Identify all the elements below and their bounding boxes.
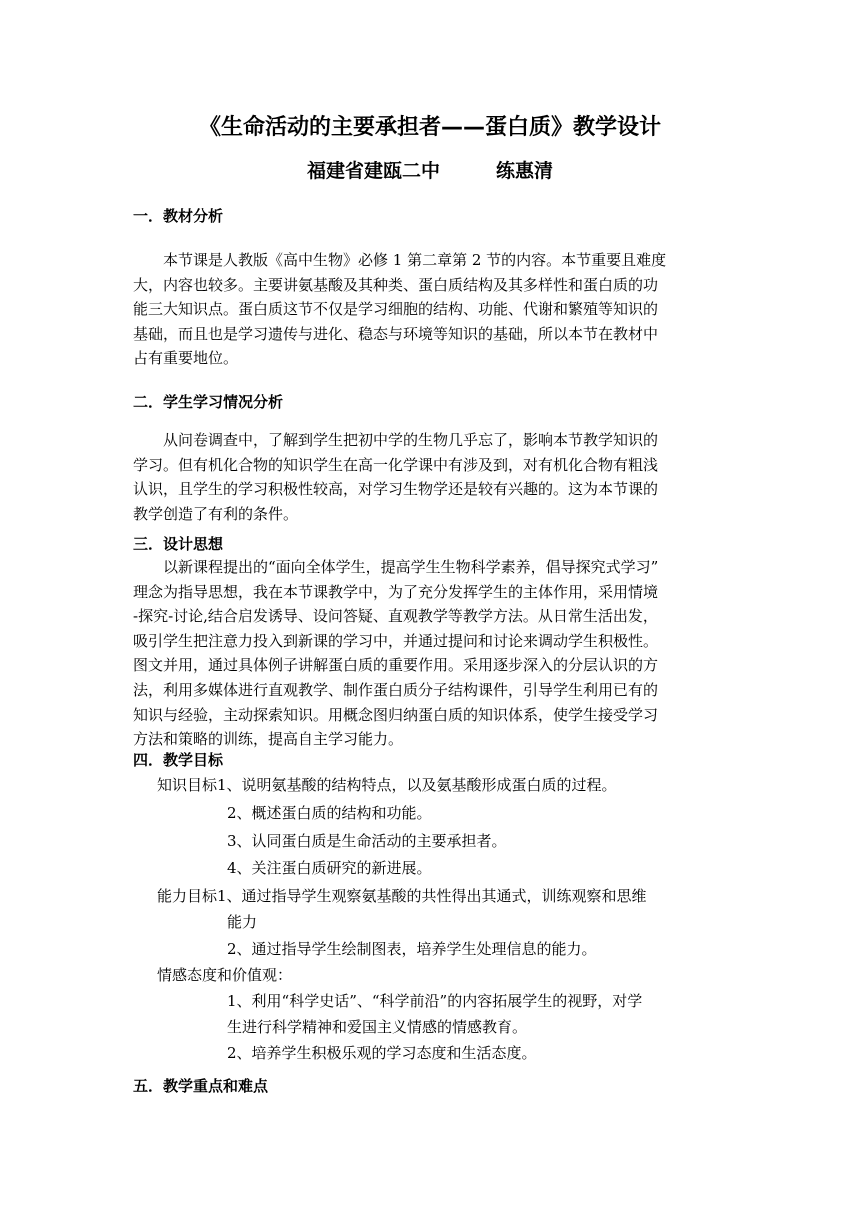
section-1-paragraph bbox=[133, 248, 733, 371]
ability-goal-item-continued: 能力 bbox=[227, 913, 258, 931]
paragraph-line: 知识与经验，主动探索知识。用概念图归纳蛋白质的知识体系，使学生接受学习 bbox=[133, 705, 659, 724]
knowledge-goal-item: 2、概述蛋白质的结构和功能。 bbox=[227, 804, 432, 822]
knowledge-goal-item: 3、认同蛋白质是生命活动的主要承担者。 bbox=[227, 832, 507, 850]
paragraph-line: 方法和策略的训练，提高自主学习能力。 bbox=[133, 730, 404, 749]
paragraph-line: 从问卷调查中，了解到学生把初中学的生物几乎忘了，影响本节教学知识的 bbox=[133, 431, 659, 449]
paragraph-line: 图文并用，通过具体例子讲解蛋白质的重要作用。采用逐步深入的分层认识的方 bbox=[133, 656, 659, 675]
emotion-goal-item: 2、培养学生积极乐观的学习态度和生活态度。 bbox=[227, 1044, 537, 1062]
author-line bbox=[0, 156, 860, 186]
author-school: 福建省建瓯二中 bbox=[306, 160, 440, 182]
section-2-paragraph bbox=[133, 428, 733, 526]
paragraph-line: 能三大知识点。蛋白质这节不仅是学习细胞的结构、功能、代谢和繁殖等知识的 bbox=[133, 300, 659, 319]
paragraph-line: 占有重要地位。 bbox=[133, 349, 239, 368]
paragraph-line: 法，利用多媒体进行直观教学、制作蛋白质分子结构课件，引导学生利用已有的 bbox=[133, 680, 659, 699]
paragraph-line: 本节课是人教版《高中生物》必修 1 第二章第 2 节的内容。本节重要且难度 bbox=[133, 251, 667, 269]
paragraph-line: 大，内容也较多。主要讲氨基酸及其种类、蛋白质结构及其多样性和蛋白质的功 bbox=[133, 275, 659, 294]
document-title: 《生命活动的主要承担者——蛋白质》教学设计 bbox=[198, 115, 661, 140]
emotion-goals-label: 情感态度和价值观： bbox=[157, 966, 293, 984]
paragraph-line: 认识，且学生的学习积极性较高，对学习生物学还是较有兴趣的。这为本节课的 bbox=[133, 480, 659, 499]
section-heading-5: 五．教学重点和难点 bbox=[133, 1077, 269, 1095]
author-name: 练惠清 bbox=[496, 160, 554, 182]
emotion-goal-item-continued: 生进行科学精神和爱国主义情感的情感教育。 bbox=[227, 1018, 528, 1036]
paragraph-line: 基础，而且也是学习遗传与进化、稳态与环境等知识的基础，所以本节在教材中 bbox=[133, 324, 659, 343]
section-3-paragraph bbox=[133, 555, 733, 752]
ability-goals-label: 能力目标 bbox=[157, 887, 218, 905]
section-heading-1: 一．教材分析 bbox=[133, 207, 224, 225]
paragraph-line: 以新课程提出的“面向全体学生，提高学生生物科学素养，倡导探究式学习” bbox=[133, 558, 659, 576]
paragraph-line: -探究-讨论,结合启发诱导、设问答疑、直观教学等教学方法。从日常生活出发， bbox=[133, 607, 658, 626]
paragraph-line: 吸引学生把注意力投入到新课的学习中，并通过提问和讨论来调动学生积极性。 bbox=[133, 631, 659, 650]
knowledge-goals-label: 知识目标 bbox=[157, 776, 218, 794]
section-heading-2: 二．学生学习情况分析 bbox=[133, 393, 284, 411]
paragraph-line: 学习。但有机化合物的知识学生在高一化学课中有涉及到，对有机化合物有粗浅 bbox=[133, 455, 659, 474]
section-heading-3: 三．设计思想 bbox=[133, 535, 224, 553]
ability-goal-item: 1、通过指导学生观察氨基酸的共性得出其通式，训练观察和思维 bbox=[217, 887, 647, 905]
knowledge-goal-item: 4、关注蛋白质研究的新进展。 bbox=[227, 859, 432, 877]
emotion-goal-item: 1、利用“科学史话”、“科学前沿”的内容拓展学生的视野，对学 bbox=[227, 992, 643, 1010]
paragraph-line: 教学创造了有利的条件。 bbox=[133, 504, 299, 523]
ability-goal-item: 2、通过指导学生绘制图表，培养学生处理信息的能力。 bbox=[227, 940, 597, 958]
paragraph-line: 理念为指导思想，我在本节课教学中，为了充分发挥学生的主体作用，采用情境 bbox=[133, 582, 659, 601]
knowledge-goal-item: 1、说明氨基酸的结构特点，以及氨基酸形成蛋白质的过程。 bbox=[217, 776, 617, 794]
section-heading-4: 四．教学目标 bbox=[133, 751, 224, 769]
